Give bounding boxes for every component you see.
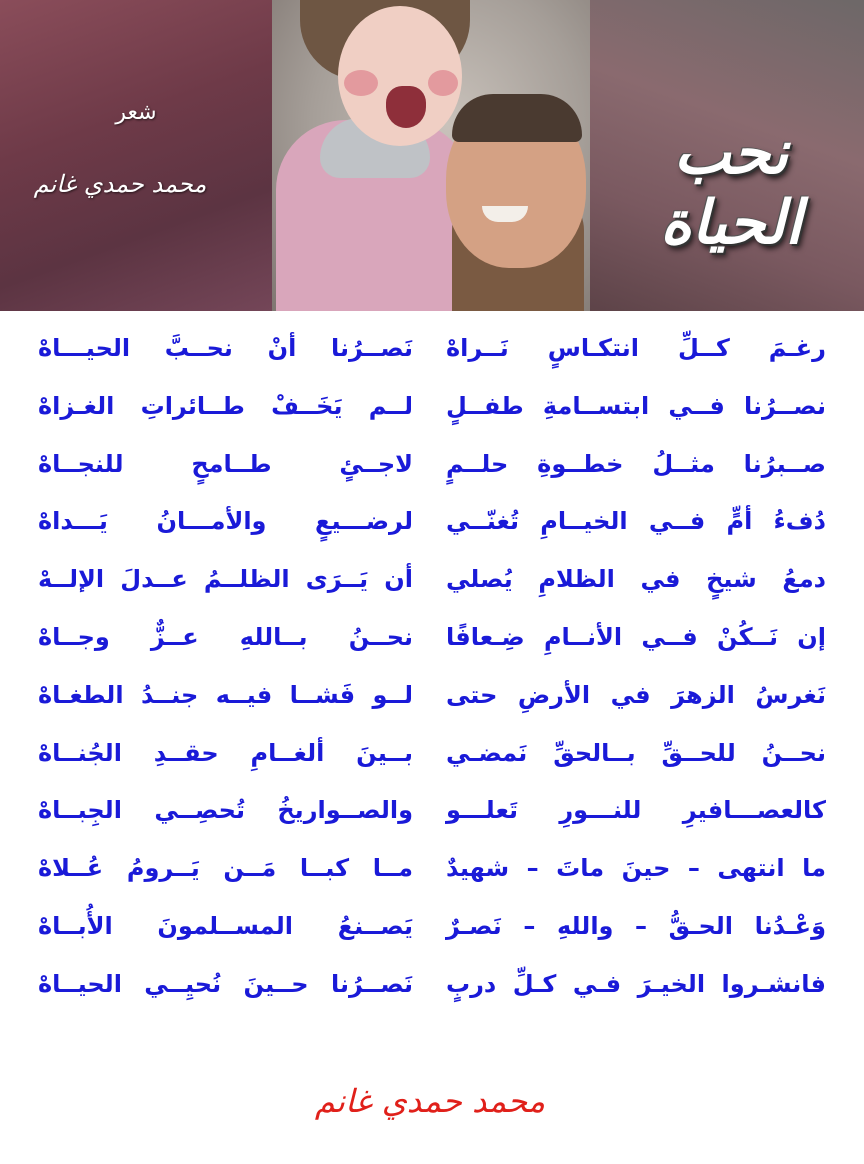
photo-girl-cheek xyxy=(428,70,458,96)
verse-first-hemistich: ما انتهى – حينَ ماتَ – شهيدٌ xyxy=(446,854,826,883)
poem-title: نحب الحياة xyxy=(660,118,802,258)
poem-verse xyxy=(0,450,864,490)
verse-second-hemistich: نَصــرُنا أنْ نحــبَّ الحيـــاهْ xyxy=(38,334,413,362)
author-name: محمد حمدي غانم xyxy=(33,170,207,198)
poem-verse xyxy=(0,507,864,547)
verse-first-hemistich: نحــنُ للحــقِّ بــالحقِّ نَمضـي xyxy=(446,738,826,767)
verse-first-hemistich: إن نَــكُنْ فــي الأنــامِ ضِـعافًا xyxy=(446,623,826,651)
author-signature: محمد حمدي غانم xyxy=(314,1082,546,1120)
photo-girl-mouth xyxy=(386,86,426,128)
verse-first-hemistich: رغـمَ كــلِّ انتكـاسٍ نَــراهْ xyxy=(446,334,826,362)
header-left-panel xyxy=(0,0,272,311)
poem-verse xyxy=(0,392,864,432)
poetry-label: شعر xyxy=(115,100,157,125)
verse-first-hemistich: وَعْـدُنا الحـقُّ – واللهِ – نَصـرٌ xyxy=(446,912,826,940)
poem-verse xyxy=(0,565,864,605)
verse-first-hemistich: دُفءُ أمٍّ فــي الخيــامِ تُغنّــي xyxy=(446,507,826,536)
verse-second-hemistich: أن يَــرَى الظلــمُ عــدلَ الإلــهْ xyxy=(38,565,413,594)
verse-first-hemistich: نَغرسُ الزهرَ في الأرضِ حتى xyxy=(446,680,826,709)
photo-man-hair xyxy=(452,94,582,142)
verse-first-hemistich: دمعُ شيخٍ في الظلامِ يُصلي xyxy=(446,565,826,594)
verse-first-hemistich: صــبرُنا مثــلُ خطــوةِ حلــمٍ xyxy=(446,449,826,478)
verse-second-hemistich: مــا كبــا مَــن يَــرومُ عُــلاهْ xyxy=(38,854,413,883)
verse-second-hemistich: نَصــرُنا حــينَ نُحيِــي الحيــاهْ xyxy=(38,969,413,998)
poem-verse xyxy=(0,796,864,836)
verse-second-hemistich: والصــواريخُ تُحصِــي الجِبــاهْ xyxy=(38,796,413,825)
verse-second-hemistich: لــو فَشــا فيــه جنــدُ الطغـاهْ xyxy=(38,680,413,709)
poem-verse xyxy=(0,681,864,721)
poem-verse xyxy=(0,854,864,894)
poem-verse xyxy=(0,739,864,779)
verse-second-hemistich: لاجــئٍ طــامحٍ للنجــاهْ xyxy=(38,449,413,478)
poem-verse xyxy=(0,912,864,952)
verse-second-hemistich: لــم يَخَــفْ طــائراتِ الغـزاهْ xyxy=(38,391,413,420)
photo-girl-cheek xyxy=(344,70,378,96)
verse-first-hemistich: فانشـروا الخيـرَ فـي كـلِّ دربٍ xyxy=(446,969,826,998)
poem-verse xyxy=(0,334,864,374)
header-banner xyxy=(0,0,864,311)
poem-verse xyxy=(0,623,864,663)
verse-second-hemistich: بــينَ ألغــامِ حقــدِ الجُنــاهْ xyxy=(38,738,413,767)
verse-second-hemistich: نحــنُ بــاللهِ عــزٌّ وجــاهْ xyxy=(38,623,413,651)
verse-first-hemistich: نصــرُنا فــي ابتســامةِ طفــلٍ xyxy=(446,391,826,420)
verse-first-hemistich: كالعصـــافيرِ للنـــورِ تَعلـــو xyxy=(446,796,826,825)
verse-second-hemistich: لرضـــيعٍ والأمـــانُ يَـــداهْ xyxy=(38,507,413,536)
poem-verse xyxy=(0,970,864,1010)
verse-second-hemistich: يَصــنعُ المســلمونَ الأُبــاهْ xyxy=(38,912,413,940)
